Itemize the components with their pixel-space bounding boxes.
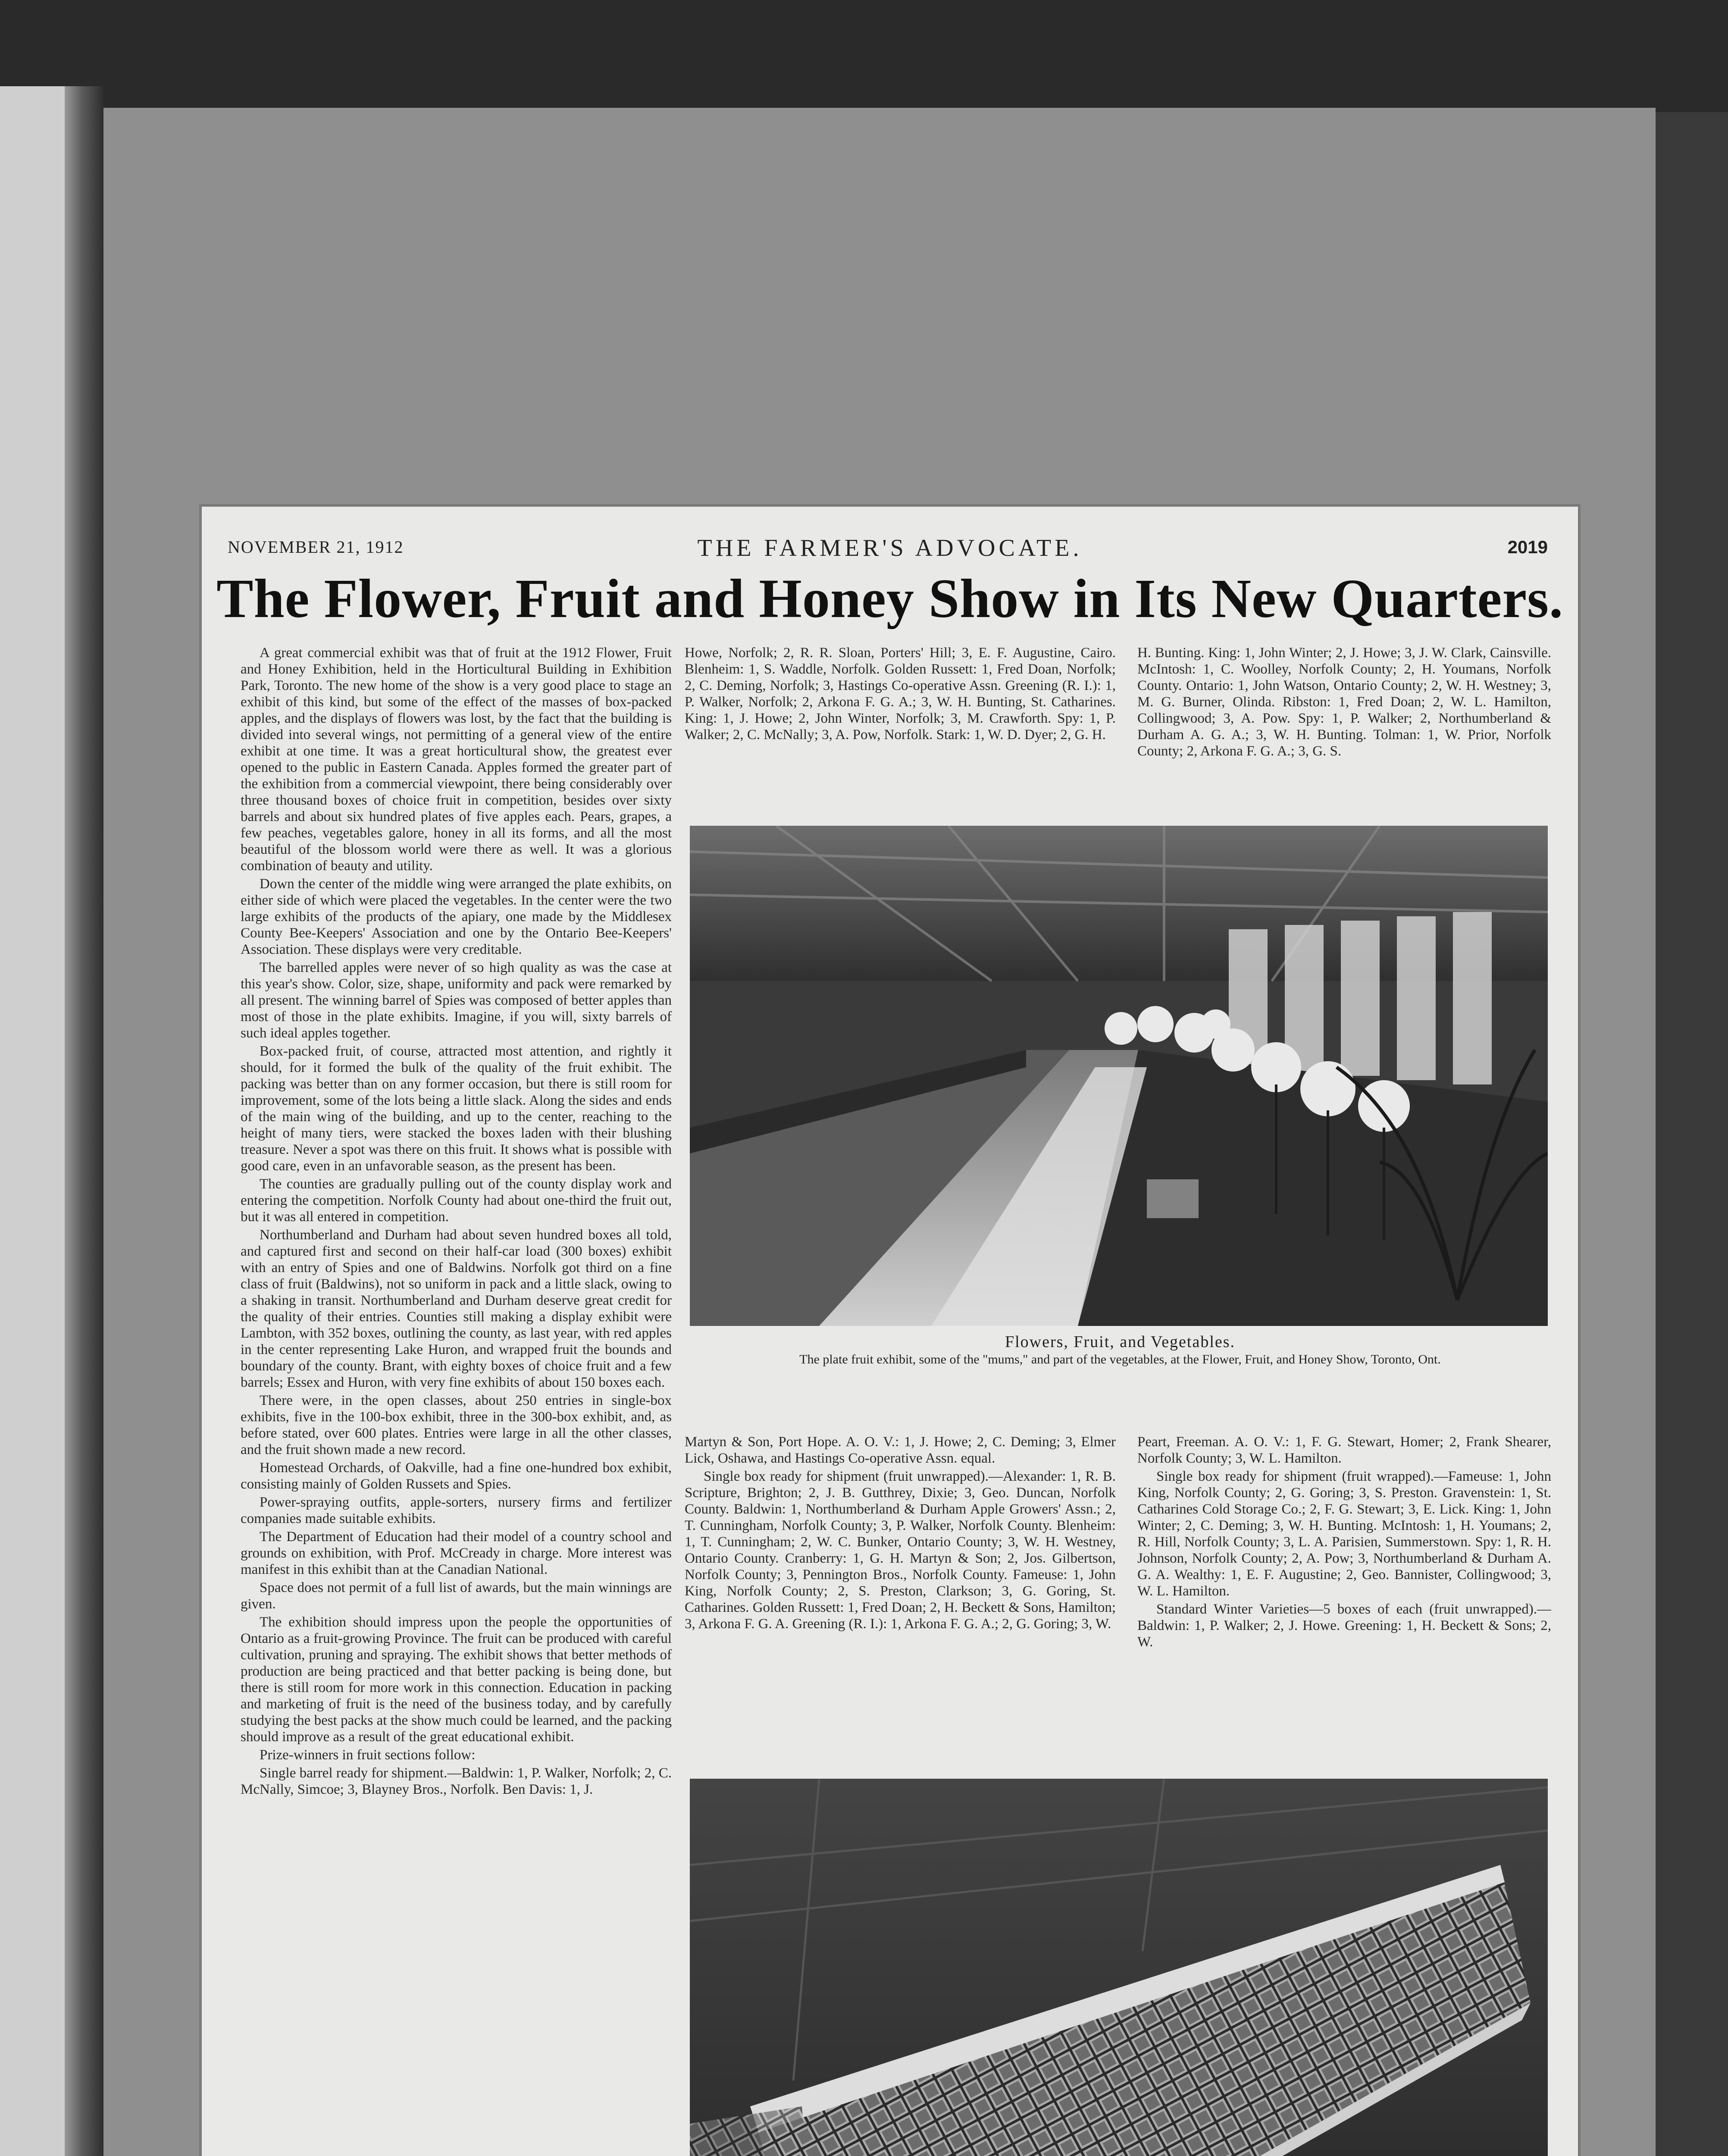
- article-column-2-bottom: [685, 1434, 1116, 1761]
- photo-commercial-pack: [690, 1779, 1548, 2156]
- paragraph: Northumberland and Durham had about seven hundred boxes all told, and captured first and second on their half-car load (300 boxes) exhibit with an entry of Spies and one of Baldwins. Norfolk got third on a fine class of fruit (Baldwins), not so uniform in pack and a little slack, owing to a shaking in transit. Northumberland and Durham deserve great credit for the quality of their entries. Counties still making a display exhibit were Lambton, with 352 boxes, outlining the county, as last year, with red apples in the center representing Lake Huron, and wrapped fruit the bounds and boundary of the county. Brant, with eighty boxes of choice fruit and a few barrels; Essex and Huron, with very fine exhibits of about 150 boxes each.: [241, 1227, 672, 1390]
- page-number: 2019: [1507, 537, 1548, 557]
- paragraph: Power-spraying outfits, apple-sorters, nursery firms and fertilizer companies made suitable exhibits.: [241, 1495, 672, 1526]
- paragraph: A great commercial exhibit was that of fruit at the 1912 Flower, Fruit and Honey Exhibition, held in the Horticultural Building in Exhibition Park, Toronto. The new home of the show is a very good place to stage an exhibit of this kind, but some of the effect of the masses of box-packed apples, and the displays of flowers was lost, by the fact that the building is divided into several wings, not permitting of a general view of the entire exhibit at one time. It was a great horticultural show, the greatest ever opened to the public in Eastern Canada. Apples formed the greater part of the exhibition from a commercial viewpoint, there being considerably over three thousand boxes of choice fruit in competition, besides over sixty barrels and about six hundred plates of five apples each. Pears, grapes, a few peaches, vegetables galore, honey in all its forms, and all the most beautiful of the blossom world were there as well. It was a glorious combination of beauty and utility.: [241, 645, 672, 874]
- figure-1-caption: The plate fruit exhibit, some of the "mums," and part of the vegetables, at the Flower, Fruit, and Honey Show, Toronto, Ont.: [799, 1352, 1441, 1366]
- boxes-photo-illustration: [690, 1779, 1548, 2156]
- article-title: The Flower, Fruit and Honey Show in Its New Quarters.: [216, 568, 1563, 629]
- paragraph: Howe, Norfolk; 2, R. R. Sloan, Porters' Hill; 3, E. F. Augustine, Cairo. Blenheim: 1, S. Waddle, Norfolk. Golden Russett: 1, Fred Doan, Norfolk; 2, C. Deming, Norfolk; 3, Hastings Co-operative Assn. Greening (R. I.): 1, P. Walker, Norfolk; 2, Arkona F. G. A.; 3, W. H. Bunting, St. Catharines. King: 1, J. Howe; 2, John Winter, Norfolk; 3, M. Crawforth. Spy: 1, P. Walker; 2, C. McNally; 3, A. Pow, Norfolk. Stark: 1, W. D. Dyer; 2, G. H.: [685, 645, 1116, 743]
- paragraph: Single box ready for shipment (fruit unwrapped).—Alexander: 1, R. B. Scripture, Brighton; 2, J. B. Gutthrey, Dixie; 3, Geo. Duncan, Norfolk County. Baldwin: 1, Northumberland & Durham Apple Growers' Assn.; 2, T. Cunningham, Norfolk County; 3, P. Walker, Norfolk County. Blenheim: 1, T. Cunningham; 2, W. C. Bunker, Ontario County; 3, W. H. Westney, Ontario County. Cranberry: 1, G. H. Martyn & Son; 2, Jos. Gilbertson, Norfolk County; 3, Pennington Bros., Norfolk County. Fameuse: 1, John King, Norfolk County; 2, S. Preston, Clarkson; 3, G. Goring, St. Catharines. Golden Russett: 1, Fred Doan; 2, H. Beckett & Sons, Hamilton; 3, Arkona F. G. A. Greening (R. I.): 1, Arkona F. G. A.; 2, G. Goring; 3, W.: [685, 1469, 1116, 1632]
- paragraph: The counties are gradually pulling out of the county display work and entering the competition. Norfolk County had about one-third the fruit out, but it was all entered in competition.: [241, 1176, 672, 1225]
- running-header: [202, 537, 1578, 563]
- article-column-3-top: [1137, 645, 1551, 808]
- paragraph: Single box ready for shipment (fruit wrapped).—Fameuse: 1, John King, Norfolk County; 2, G. Goring; 3, S. Preston. Gravenstein: 1, St. Catharines Cold Storage Co.; 2, F. G. Stewart; 3, E. Lick. King: 1, John Winter; 2, C. Deming; 3, W. H. Bunting. McIntosh: 1, H. Youmans; 2, R. Hill, Norfolk County; 3, L. A. Parisien, Summerstown. Spy: 1, R. H. Johnson, Norfolk County; 2, A. Pow; 3, Northumberland & Durham A. G. A. Wealthy: 1, E. F. Augustine; 2, Geo. Bannister, Collingwood; 3, W. L. Hamilton.: [1137, 1469, 1551, 1599]
- paragraph: Peart, Freeman. A. O. V.: 1, F. G. Stewart, Homer; 2, Frank Shearer, Norfolk County; 3, W. L. Hamilton.: [1137, 1434, 1551, 1466]
- paragraph: Martyn & Son, Port Hope. A. O. V.: 1, J. Howe; 2, C. Deming; 3, Elmer Lick, Oshawa, and Hastings Co-operative Assn. equal.: [685, 1434, 1116, 1466]
- magazine-page: [202, 507, 1578, 2156]
- scanner-background: [0, 0, 1728, 112]
- paragraph: Standard Winter Varieties—5 boxes of each (fruit unwrapped).—Baldwin: 1, P. Walker; 2, J. Howe. Greening: 1, H. Beckett & Sons; 2, W.: [1137, 1601, 1551, 1650]
- paragraph: Prize-winners in fruit sections follow:: [260, 1747, 476, 1763]
- paragraph: The barrelled apples were never of so high quality as was the case at this year's show. Color, size, shape, uniformity and pack were remarked by all present. The winning barrel of Spies was composed of better apples than most of those in the plate exhibits. Imagine, if you will, sixty barrels of such ideal apples together.: [241, 960, 672, 1041]
- paragraph: Single barrel ready for shipment.—Baldwin: 1, P. Walker, Norfolk; 2, C. McNally, Simcoe; 3, Blayney Bros., Norfolk. Ben Davis: 1, J.: [241, 1765, 672, 1797]
- paragraph: H. Bunting. King: 1, John Winter; 2, J. Howe; 3, J. W. Clark, Cainsville. McIntosh: 1, C. Woolley, Norfolk County; 2, H. Youmans, Norfolk County. Ontario: 1, John Watson, Ontario County; 2, W. H. Westney; 3, M. G. Burner, Olinda. Ribston: 1, Fred Doan; 2, W. L. Hamilton, Collingwood; 3, A. Pow. Spy: 1, P. Walker; 2, Northumberland & Durham A. G. A.; 3, W. H. Bunting. Tolman: 1, W. Prior, Norfolk County; 2, Arkona F. G. A.; 3, G. S.: [1137, 645, 1551, 759]
- figure-1-title: Flowers, Fruit, and Vegetables.: [1005, 1333, 1236, 1351]
- paragraph: Box-packed fruit, of course, attracted most attention, and rightly it should, for it formed the bulk of the quality of the fruit exhibit. The packing was better than on any former occasion, but there is still room for improvement, some of the lots being a little slack. Along the sides and ends of the main wing of the building, and up to the center, reaching to the height of many tiers, were stacked the boxes laden with their blushing treasure. Never a spot was there on this fruit. It shows what is possible with good care, even in an unfavorable season, as the present has been.: [241, 1044, 672, 1174]
- paragraph: Down the center of the middle wing were arranged the plate exhibits, on either side of which were placed the vegetables. In the center were the two large exhibits of the products of the apiary, one made by the Middlesex County Bee-Keepers' Association and one by the Ontario Bee-Keepers' Association. These displays were very creditable.: [241, 876, 672, 957]
- paragraph: Homestead Orchards, of Oakville, had a fine one-hundred box exhibit, consisting mainly of Golden Russets and Spies.: [241, 1460, 672, 1492]
- paragraph: There were, in the open classes, about 250 entries in single-box exhibits, five in the 100-box exhibit, three in the 300-box exhibit, and, as before stated, over 600 plates. Entries were large in all the other classes, and the fruit shown made a new record.: [241, 1393, 672, 1457]
- paragraph: The Department of Education had their model of a country school and grounds on exhibition, with Prof. McCready in charge. More interest was manifest in this exhibit than at the Canadian National.: [241, 1529, 672, 1577]
- paragraph: The exhibition should impress upon the people the opportunities of Ontario as a fruit-growing Province. The fruit can be produced with careful cultivation, pruning and spraying. The exhibit shows that better methods of production are being practiced and that better packing is being done, but there is still room for more work in this connection. Education in packing and marketing of fruit is the need of the business today, and by carefully studying the best packs at the show much could be learned, and the packing should improve as a result of the great educational exhibit.: [241, 1614, 672, 1745]
- book-gutter: [65, 86, 103, 2156]
- page-sheet: [103, 108, 1656, 2156]
- hall-photo-illustration: [690, 826, 1548, 1326]
- article-column-2-top: [685, 645, 1116, 808]
- publication-name: THE FARMER'S ADVOCATE.: [697, 535, 1083, 561]
- paragraph: Space does not permit of a full list of awards, but the main winnings are given.: [241, 1580, 672, 1612]
- photo-exhibition-hall: [690, 826, 1548, 1326]
- article-column-1: [241, 645, 672, 2156]
- article-column-3-bottom: [1137, 1434, 1551, 1761]
- issue-date: NOVEMBER 21, 1912: [228, 537, 404, 557]
